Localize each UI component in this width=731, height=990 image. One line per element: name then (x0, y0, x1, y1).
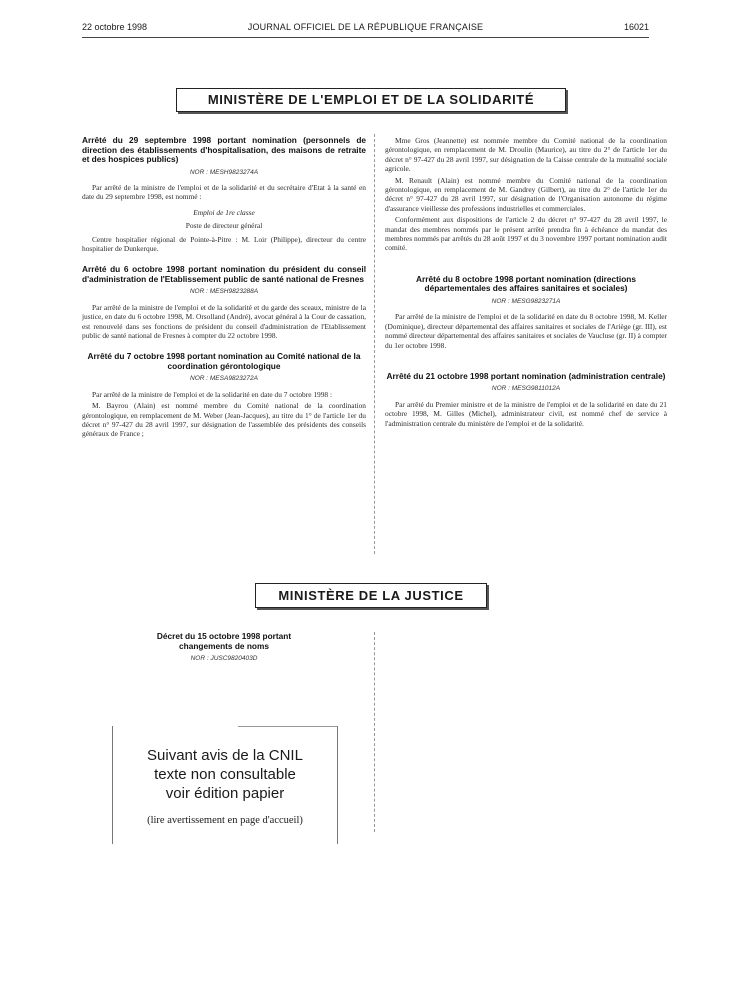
paragraph: Par arrêté du Premier ministre et de la ministre de l'emploi et de la solidarité en date du 21 octobre 1998, M. Gilles (Michel), administrateur civil, est nommé chef de service à l'administration centrale du ministère de l'emploi et de la solidarité. (385, 399, 667, 428)
paragraph: Par arrêté de la ministre de l'emploi et de la solidarité en date du 7 octobre 1998 : (92, 389, 333, 399)
column-divider (374, 134, 375, 554)
section-arrete-29-septembre (82, 136, 366, 253)
section-title: Décret du 15 octobre 1998 portant changements de noms (156, 631, 292, 651)
cnil-line-2: texte non consultable (154, 766, 296, 783)
paragraph: Par arrêté de la ministre de l'emploi et de la solidarité et du secrétaire d'Etat à la santé en date du 29 septembre 1998, est nommé : (82, 182, 366, 202)
section-title: Arrêté du 21 octobre 1998 portant nomination (administration centrale) (386, 370, 666, 381)
header-rule (82, 37, 649, 38)
header-page-number: 16021 (623, 22, 649, 32)
cnil-line-4: (lire avertissement en page d'accueil) (147, 815, 303, 826)
nor-reference: NOR : MESG9811012A (491, 385, 561, 393)
sub-heading: Emploi de 1re classe (193, 207, 255, 217)
paragraph: Par arrêté de la ministre de l'emploi et de la solidarité et du garde des sceaux, ministre de la justice, en date du 6 octobre 1998, M. Orsolland (André), avocat général à la Cour de cassation, est renouvelé dans ses fonctions de président du conseil d'administration de l'Etablissement public de santé national de Fresnes à compter du 22 octobre 1998. (82, 302, 366, 340)
nor-reference: NOR : MESH9823274A (189, 168, 259, 176)
section-arrete-8-octobre (385, 275, 667, 350)
justice-section (82, 632, 366, 669)
paragraph: Centre hospitalier régional de Pointe-à-Pitre : M. Loir (Philippe), directeur du centre hospitalier de Dunkerque. (82, 234, 366, 253)
paragraph: Par arrêté de la ministre de l'emploi et de la solidarité en date du 8 octobre 1998, M. Keller (Dominique), directeur départemental des affaires sanitaires et sociales de l'Ariège (gr. III), est nommé directeur départemental des affaires sanitaires et sociales de Vaucluse (gr. II) à compter du 1er octobre 1998. (385, 312, 667, 350)
section-arrete-7-octobre (82, 352, 366, 438)
nor-reference: NOR : MESH9823288A (189, 288, 259, 296)
ministry-heading-emploi: MINISTÈRE DE L'EMPLOI ET DE LA SOLIDARITÉ (176, 88, 566, 112)
section-title: Arrêté du 6 octobre 1998 portant nomination du président du conseil d'administration de l'Etablissement public de santé national de Fresnes (82, 264, 366, 284)
left-column (82, 136, 366, 451)
section-title: Arrêté du 29 septembre 1998 portant nomination (personnels de direction des établissements d'hospitalisation, des maisons de retraite et des hospices publics) (82, 135, 366, 164)
nor-reference: NOR : MESA9823272A (190, 375, 258, 383)
ministry-heading-justice: MINISTÈRE DE LA JUSTICE (255, 583, 487, 608)
section-title: Arrêté du 7 octobre 1998 portant nomination au Comité national de la coordination gérontologique (87, 351, 361, 371)
column-divider (374, 632, 375, 832)
header-date: 22 octobre 1998 (82, 22, 148, 32)
nor-reference: NOR : MESG9823271A (491, 297, 561, 305)
header-journal-title: JOURNAL OFFICIEL DE LA RÉPUBLIQUE FRANÇAISE (247, 22, 484, 32)
page-header (82, 22, 649, 36)
paragraph: M. Bayrou (Alain) est nommé membre du Comité national de la coordination gérontologique, en remplacement de M. Weber (Jean-Jacques), au titre du 1° de l'article 1er du décret n° 97-427 du 28 avril 1997, sur désignation de l'assemblée des présidents des conseils généraux de France ; (82, 401, 366, 439)
paragraph: Mme Gros (Jeannette) est nommée membre du Comité national de la coordination gérontologique, en remplacement de M. Droulin (Maurice), au titre du 2° de l'article 1er du décret n° 97-427 du 28 avril 1997, sur désignation de la Caisse centrale de la mutualité sociale agricole. (385, 136, 667, 174)
right-column (385, 136, 667, 440)
section-arrete-6-octobre (82, 265, 366, 340)
paragraph: Conformément aux dispositions de l'article 2 du décret n° 97-427 du 28 avril 1997, le mandat des membres nommés par le présent arrêté prendra fin à échéance du mandat des membres nommés par arrêtés du 28 août 1997 et du 3 novembre 1997 portant nomination audit comité. (385, 215, 667, 253)
cnil-notice (112, 726, 338, 844)
cnil-line-1: Suivant avis de la CNIL (147, 747, 303, 764)
nor-reference: NOR : JUSC9820403D (190, 655, 258, 662)
section-continuation (385, 136, 667, 253)
section-title: Arrêté du 8 octobre 1998 portant nomination (directions départementales des affaires sanitaires et sociales) (416, 273, 636, 294)
sub-heading: Poste de directeur général (185, 221, 263, 231)
paragraph: M. Renault (Alain) est nommé membre du Comité national de la coordination gérontologique, en remplacement de M. Gandrey (Gilbert), au titre du 2° de l'article 1er du décret n° 97-427 du 28 avril 1997, sur désignation de l'Organisation autonome du régime d'assurance vieillesse des professions industrielles et commerciales. (385, 175, 667, 213)
cnil-line-3: voir édition papier (165, 785, 285, 802)
section-arrete-21-octobre (385, 372, 667, 428)
